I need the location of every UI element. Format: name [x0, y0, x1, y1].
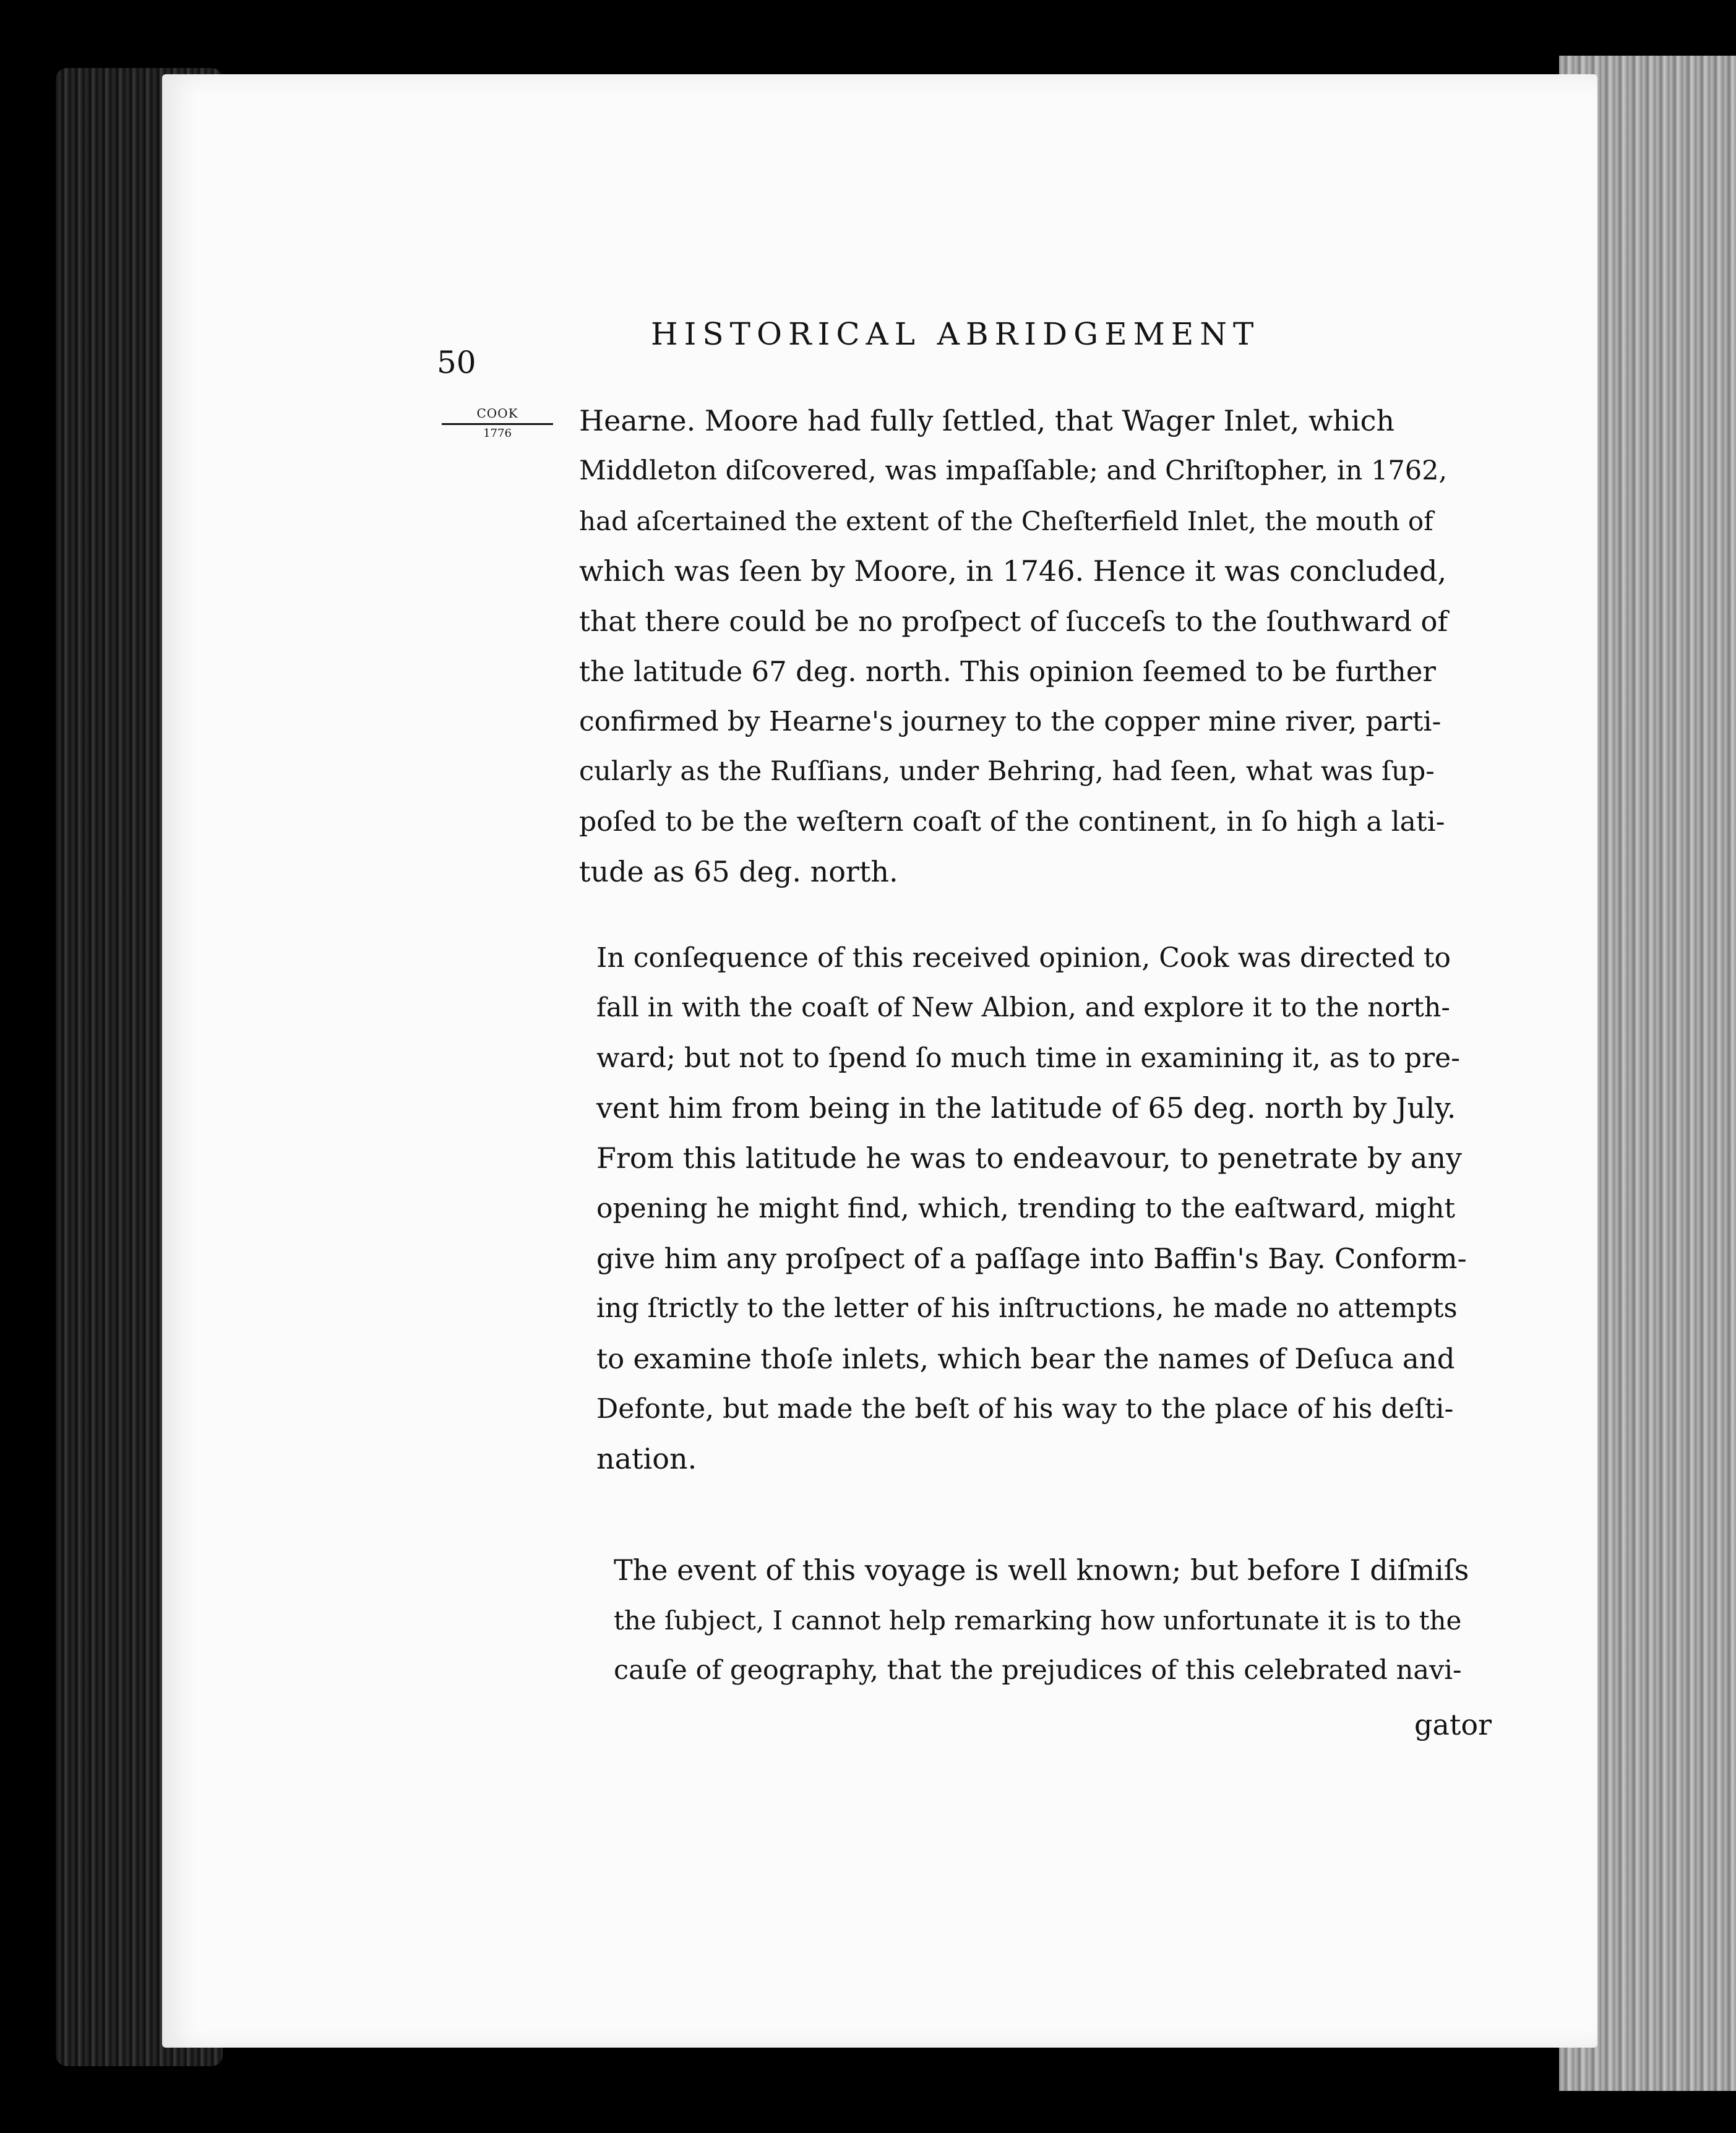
text-line: to examine thoſe inlets, which bear the names of Deſuca and — [596, 1342, 1455, 1375]
text-line: had aſcertained the extent of the Cheſterfield Inlet, the mouth of — [579, 506, 1433, 536]
margin-note-rule — [442, 423, 553, 425]
text-line: that there could be no proſpect of ſucceſs to the ſouthward of — [579, 605, 1448, 638]
text-line: cauſe of geography, that the prejudices of this celebrated navi- — [614, 1655, 1462, 1686]
text-line: ing ſtrictly to the letter of his inſtructions, he made no attempts — [596, 1293, 1458, 1324]
text-line: ward; but not to ſpend ſo much time in examining it, as to pre- — [596, 1042, 1460, 1074]
text-line: the latitude 67 deg. north. This opinion ſeemed to be further — [579, 655, 1436, 688]
text-line: opening he might find, which, trending to the eaſtward, might — [596, 1193, 1456, 1224]
text-line: Middleton diſcovered, was impaſſable; and Chriſtopher, in 1762, — [579, 455, 1448, 486]
text-line: Hearne. Moore had fully ſettled, that Wager Inlet, which — [579, 404, 1395, 437]
margin-note — [442, 406, 553, 440]
catchword: gator — [1414, 1708, 1492, 1741]
margin-note-name: COOK — [476, 406, 518, 421]
text-line: poſed to be the weſtern coaſt of the continent, in ſo high a lati- — [579, 806, 1445, 838]
page-number: 50 — [437, 345, 476, 380]
text-line: the ſubject, I cannot help remarking how unfortunate it is to the — [614, 1605, 1462, 1636]
text-line: From this latitude he was to endeavour, to penetrate by any — [596, 1141, 1463, 1175]
text-line: Defonte, but made the beſt of his way to the place of his deſti- — [596, 1393, 1454, 1425]
paragraph-3 — [614, 1545, 1480, 1696]
text-line: fall in with the coaſt of New Albion, and explore it to the north- — [596, 992, 1450, 1023]
text-line: In conſequence of this received opinion, Cook was directed to — [596, 942, 1451, 974]
text-line: nation. — [596, 1442, 697, 1475]
running-head: HISTORICAL ABRIDGEMENT — [651, 316, 1260, 352]
paragraph-1 — [579, 396, 1451, 897]
text-line: vent him from being in the latitude of 65 deg. north by July. — [596, 1091, 1456, 1125]
paragraph-2 — [596, 933, 1469, 1484]
text-line: cularly as the Ruſſians, under Behring, had ſeen, what was ſup- — [579, 756, 1435, 787]
text-line: The event of this voyage is well known; but before I diſmiſs — [614, 1553, 1469, 1587]
margin-note-year: 1776 — [483, 427, 512, 440]
text-line: give him any proſpect of a paſſage into Baffin's Bay. Conform- — [596, 1242, 1467, 1275]
text-line: tude as 65 deg. north. — [579, 855, 898, 888]
text-line: which was ſeen by Moore, in 1746. Hence it was concluded, — [579, 554, 1447, 588]
text-line: confirmed by Hearne's journey to the copper mine river, parti- — [579, 706, 1442, 737]
